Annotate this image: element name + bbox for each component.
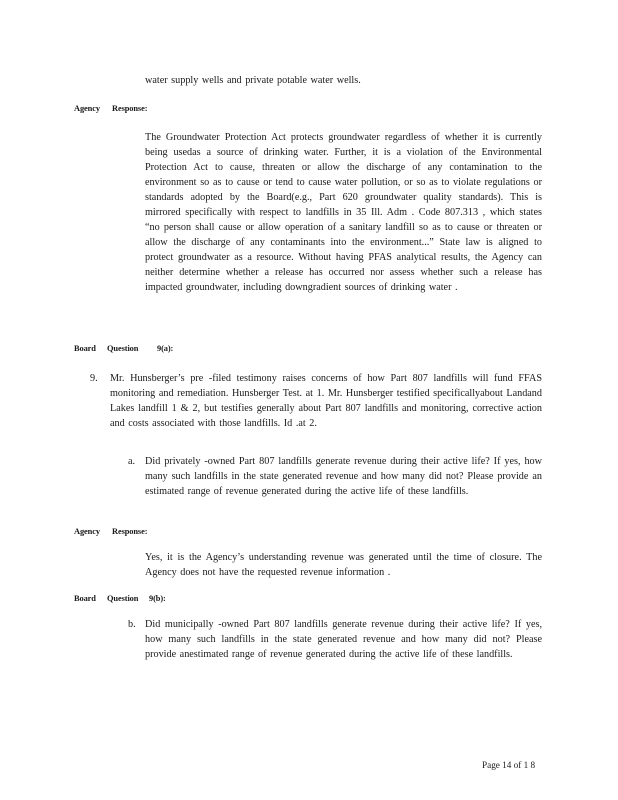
agency-response-paragraph: The Groundwater Protection Act protects groundwater regardless of whether it is currently being usedas a source of drinking water. Further, it is a violation of the Environmental Protection Act to cause, threaten or allow the discharge of any contamination to the environment so as to cause or tend to cause water pollution, or so as to violate regulations or standards adopted by the Board(e.g., Part 620 groundwater quality standards). This is mirrored specifically with respect to landfills in 35 Ill. Adm . Code 807.313 , which states “no person shall cause or allow operation of a sanitary landfill so as to cause or threaten or allow the discharge of any contaminants into the environment...” State law is aligned to protect groundwater as a resource. Without having PFAS analytical results, the Agency can neither determine whether a release has occurred nor assess whether such a release has impacted groundwater, including downgradient sources of drinking water . bbox=[145, 132, 542, 293]
board-label: Board bbox=[74, 344, 96, 353]
question-9b-letter: b. bbox=[128, 619, 136, 630]
question-9-number: 9. bbox=[90, 373, 98, 384]
question-number-label: 9(a): bbox=[157, 344, 174, 353]
question-9a-letter: a. bbox=[128, 456, 136, 467]
board-label: Board bbox=[74, 594, 96, 603]
agency-label: Agency bbox=[74, 104, 100, 113]
continuation-line: water supply wells and private potable water wells. bbox=[145, 75, 361, 86]
question-number-label: 9(b): bbox=[149, 594, 166, 603]
question-9b-paragraph: Did municipally -owned Part 807 landfills generate revenue during their active life? If yes, how many such landfills in the state generated revenue and how many did not? Please provide anestimated range of revenue generated during the active life of these landfills. bbox=[145, 619, 542, 660]
response-label: Response: bbox=[112, 104, 148, 113]
question-9-paragraph: Mr. Hunsberger’s pre -filed testimony raises concerns of how Part 807 landfills will fund FFAS monitoring and remediation. Hunsberger Test. at 1. Mr. Hunsberger testified specificallyabout Landand Lakes landfill 1 & 2, but testifies generally about Part 807 landfills and monitoring, corrective action and costs associated with those landfills. Id .at 2. bbox=[110, 373, 542, 429]
agency-response-paragraph: Yes, it is the Agency’s understanding revenue was generated until the time of closure. The Agency does not have the requested revenue information . bbox=[145, 552, 542, 578]
page-number-footer: Page 14 of 1 8 bbox=[482, 760, 536, 770]
question-9a-paragraph: Did privately -owned Part 807 landfills generate revenue during their active life? If yes, how many such landfills in the state generated revenue and how many did not? Please provide an estimated range of revenue generated during the active life of these landfills. bbox=[145, 456, 542, 497]
question-label: Question bbox=[107, 594, 139, 603]
question-label: Question bbox=[107, 344, 139, 353]
agency-label: Agency bbox=[74, 527, 100, 536]
response-label: Response: bbox=[112, 527, 148, 536]
